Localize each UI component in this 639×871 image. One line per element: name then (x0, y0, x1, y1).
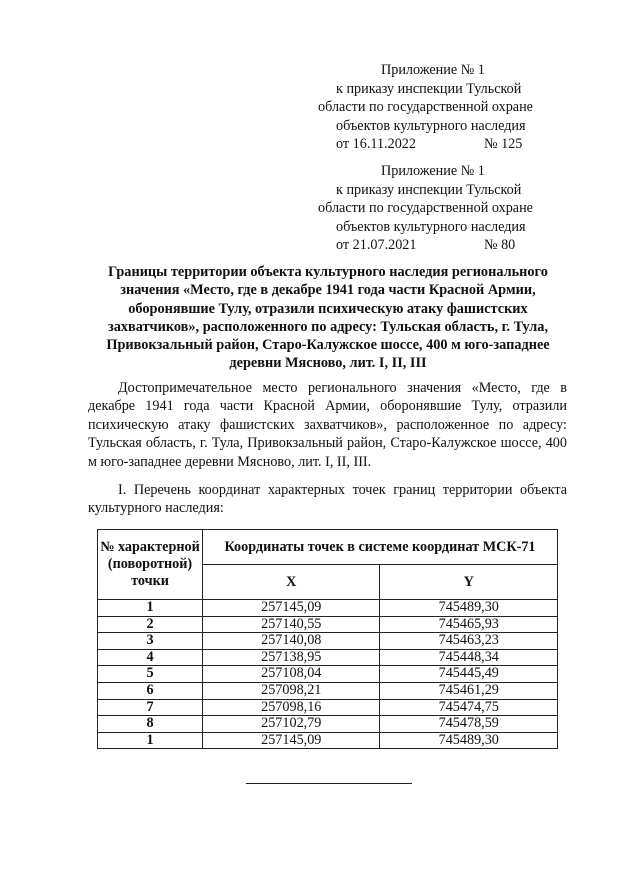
annex-date: от 16.11.2022 (336, 136, 416, 152)
y-value-cell: 745448,34 (380, 649, 558, 666)
table-row (98, 716, 558, 733)
x-value-cell: 257102,79 (203, 716, 380, 733)
y-value-cell: 745489,30 (380, 600, 558, 617)
y-value-cell: 745478,59 (380, 716, 558, 733)
y-value-cell: 745445,49 (380, 666, 558, 683)
table-row (98, 633, 558, 650)
point-number-cell: 5 (98, 666, 203, 683)
coordinates-body (98, 600, 558, 749)
separator-line (246, 783, 412, 784)
point-number-header: № характерной (поворотной) точки (98, 530, 203, 600)
point-number-cell: 1 (98, 600, 203, 617)
x-value-cell: 257145,09 (203, 732, 380, 749)
table-row (98, 699, 558, 716)
table-row (98, 682, 558, 699)
point-number-cell: 3 (98, 633, 203, 650)
annex-number: № 80 (484, 237, 516, 253)
point-number-cell: 8 (98, 716, 203, 733)
annex-title: Приложение № 1 (381, 62, 485, 78)
section-title: I. Перечень координат характерных точек границ территории объекта культурного наследия: (88, 482, 567, 517)
x-header: X (203, 565, 380, 600)
y-value-cell: 745465,93 (380, 616, 558, 633)
table-row (98, 649, 558, 666)
annex-date-line (318, 236, 558, 255)
x-value-cell: 257140,08 (203, 633, 380, 650)
annex-line: к приказу инспекции Тульской (336, 181, 522, 198)
annex-line: области по государственной охране (318, 200, 533, 216)
table-row (98, 600, 558, 617)
intro-paragraph: Достопримечательное место регионального значения «Место, где в декабре 1941 года части Красной Армии, оборонявшие Тулу, отразили психическую атаку фашистских захватчиков», расположенное по адресу: Тульская область, г. Тула, Привокзальный район, Старо-Калужское шоссе, 400 м юго-западнее деревни Мясново, лит. I, II, III. (88, 380, 567, 470)
annex-line: объектов культурного наследия (336, 117, 526, 134)
table-row (98, 666, 558, 683)
x-value-cell: 257108,04 (203, 666, 380, 683)
point-number-cell: 1 (98, 732, 203, 749)
x-value-cell: 257098,16 (203, 699, 380, 716)
document-heading: Границы территории объекта культурного наследия регионального значения «Место, где в декабре 1941 года части Красной Армии, оборонявшие Тулу, отразили психическую атаку фашистских захватчиков», расположенного по адресу: Тульская область, г. Тула, Привокзальный район, Старо-Калужское шоссе, 400 м юго-западнее деревни Мясново, лит. I, II, III (106, 264, 550, 372)
point-number-cell: 4 (98, 649, 203, 666)
annex-title: Приложение № 1 (381, 163, 485, 179)
annex-line: объектов культурного наследия (336, 218, 526, 235)
y-value-cell: 745461,29 (380, 682, 558, 699)
x-value-cell: 257145,09 (203, 600, 380, 617)
x-value-cell: 257138,95 (203, 649, 380, 666)
table-row (98, 616, 558, 633)
y-value-cell: 745463,23 (380, 633, 558, 650)
y-header: Y (380, 565, 558, 600)
point-number-cell: 7 (98, 699, 203, 716)
annex-date-line (318, 135, 558, 154)
y-value-cell: 745474,75 (380, 699, 558, 716)
coordinates-table (97, 529, 558, 749)
point-number-cell: 6 (98, 682, 203, 699)
x-value-cell: 257098,21 (203, 682, 380, 699)
x-value-cell: 257140,55 (203, 616, 380, 633)
coordinates-header: Координаты точек в системе координат МСК-71 (203, 530, 558, 565)
annex-date: от 21.07.2021 (336, 237, 417, 253)
y-value-cell: 745489,30 (380, 732, 558, 749)
annex-header-original (318, 162, 558, 255)
table-row (98, 732, 558, 749)
annex-header-current (318, 61, 558, 154)
point-number-cell: 2 (98, 616, 203, 633)
annex-line: к приказу инспекции Тульской (336, 80, 522, 97)
annex-line: области по государственной охране (318, 99, 533, 115)
annex-number: № 125 (484, 136, 523, 152)
